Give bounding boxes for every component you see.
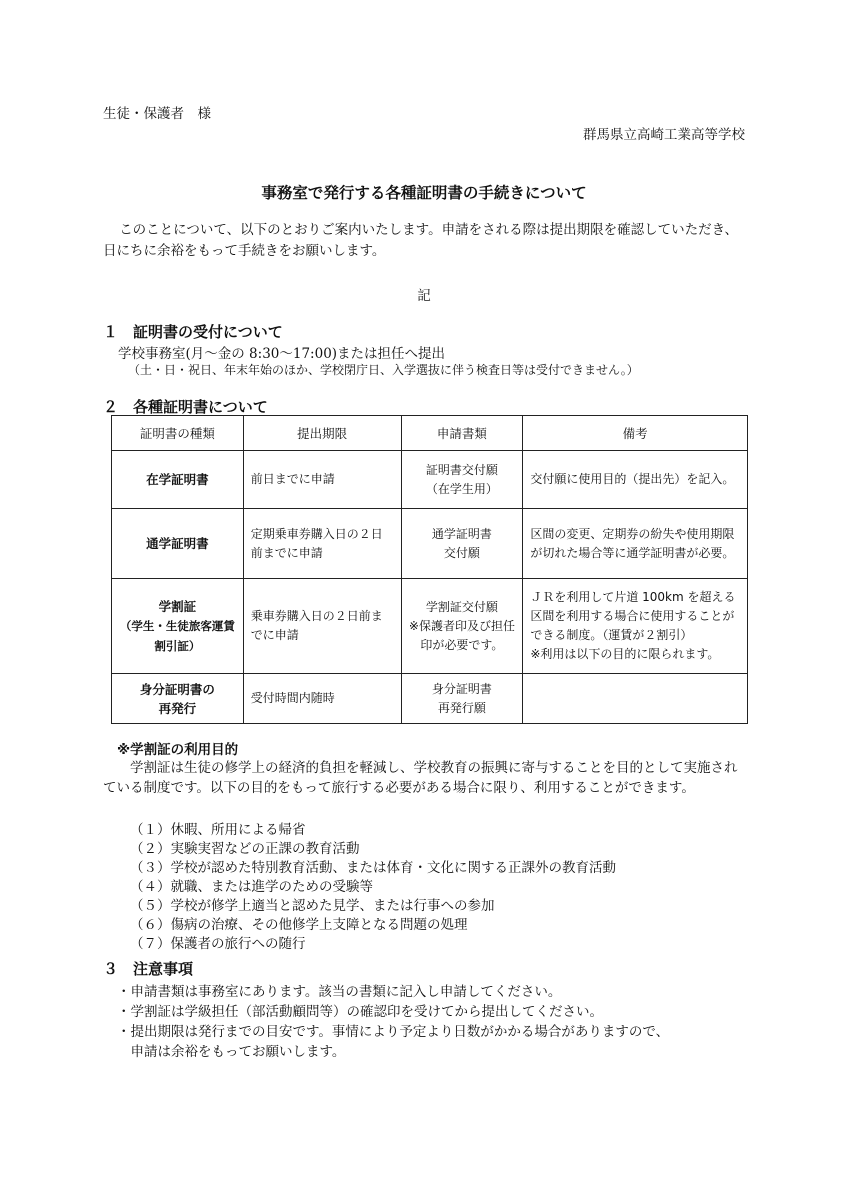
purpose-item: （３）学校が認めた特別教育活動、または体育・文化に関する正課外の教育活動: [130, 860, 616, 876]
table-header-row: [112, 416, 748, 451]
notice-item: ・申請書類は事務室にあります。該当の書類に記入し申請してください。: [117, 984, 562, 1000]
column-header: 証明書の種類: [112, 416, 244, 451]
section3-heading: ３ 注意事項: [103, 960, 194, 978]
cert-deadline: 乗車券購入日の２日前までに申請: [243, 579, 401, 674]
purpose-body: 学割証は生徒の修学上の経済的負担を軽減し、学校教育の振興に寄与することを目的として実施されている制度です。以下の目的をもって旅行する必要がある場合に限り、利用することができます。: [103, 760, 738, 796]
cert-type: [112, 509, 244, 579]
cert-docs: 通学証明書 交付願: [401, 509, 523, 579]
certificates-table: [111, 415, 748, 724]
document-title: 事務室で発行する各種証明書の手続きについて: [261, 184, 587, 202]
notice-item: 申請は余裕をもってお願いします。: [117, 1044, 346, 1060]
purpose-heading: ※学割証の利用目的: [117, 742, 239, 758]
purpose-item: （６）傷病の治療、その他修学上支障となる問題の処理: [130, 917, 468, 933]
purpose-item: （４）就職、または進学のための受験等: [130, 879, 373, 895]
cert-type: [112, 674, 244, 724]
cert-docs: 学割証交付願 ※保護者印及び担任印が必要です。: [401, 579, 523, 674]
column-header: 提出期限: [243, 416, 401, 451]
purpose-item: （１）休暇、所用による帰省: [130, 822, 306, 838]
ki-marker: 記: [417, 288, 431, 304]
column-header: 備考: [523, 416, 748, 451]
table-row: [112, 579, 748, 674]
school-name: 群馬県立高崎工業高等学校: [583, 127, 745, 143]
table-row: [112, 451, 748, 509]
cert-type-sub: （学生・生徒旅客運賃割引証）: [119, 618, 235, 653]
purpose-item: （７）保護者の旅行への随行: [130, 936, 306, 952]
column-header: 申請書類: [401, 416, 523, 451]
cert-type-label: 学割証: [158, 598, 197, 614]
cert-deadline: 前日までに申請: [243, 451, 401, 509]
cert-docs: 証明書交付願 （在学生用）: [401, 451, 523, 509]
addressee: 生徒・保護者 様: [103, 106, 211, 122]
cert-type-label: 身分証明書の 再発行: [139, 681, 215, 716]
notice-item: ・学割証は学級担任（部活動顧問等）の確認印を受けてから提出してください。: [117, 1004, 603, 1020]
purpose-item: （２）実験実習などの正課の教育活動: [130, 841, 360, 857]
cert-docs: 身分証明書 再発行願: [401, 674, 523, 724]
cert-type-label: 通学証明書: [146, 536, 209, 551]
section1-line1: 学校事務室(月～金の 8:30～17:00)または担任へ提出: [118, 346, 446, 362]
notice-item: ・提出期限は発行までの目安です。事情により予定より日数がかかる場合がありますので、: [117, 1024, 670, 1040]
cert-deadline: 定期乗車券購入日の２日前までに申請: [243, 509, 401, 579]
cert-deadline: 受付時間内随時: [243, 674, 401, 724]
table-row: [112, 509, 748, 579]
cert-type-label: 在学証明書: [146, 472, 209, 487]
section1-heading: １ 証明書の受付について: [103, 323, 283, 341]
intro-paragraph: このことについて、以下のとおりご案内いたします。申請をされる際は提出期限を確認していただき、日にちに余裕をもって手続きをお願いします。: [103, 222, 739, 259]
cert-notes: ＪＲを利用して片道 100km を超える区間を利用する場合に使用することができる制度。（運賃が２割引） ※利用は以下の目的に限られます。: [523, 579, 748, 674]
cert-notes: [523, 674, 748, 724]
cert-type: [112, 579, 244, 674]
purpose-item: （５）学校が修学上適当と認めた見学、または行事への参加: [130, 898, 495, 914]
table-row: [112, 674, 748, 724]
cert-notes: 区間の変更、定期券の紛失や使用期限が切れた場合等に通学証明書が必要。: [523, 509, 748, 579]
section2-heading: ２ 各種証明書について: [103, 398, 268, 416]
cert-type: [112, 451, 244, 509]
cert-notes: 交付願に使用目的（提出先）を記入。: [523, 451, 748, 509]
section1-line2: （土・日・祝日、年末年始のほか、学校閉庁日、入学選抜に伴う検査日等は受付できません。）: [128, 363, 639, 377]
